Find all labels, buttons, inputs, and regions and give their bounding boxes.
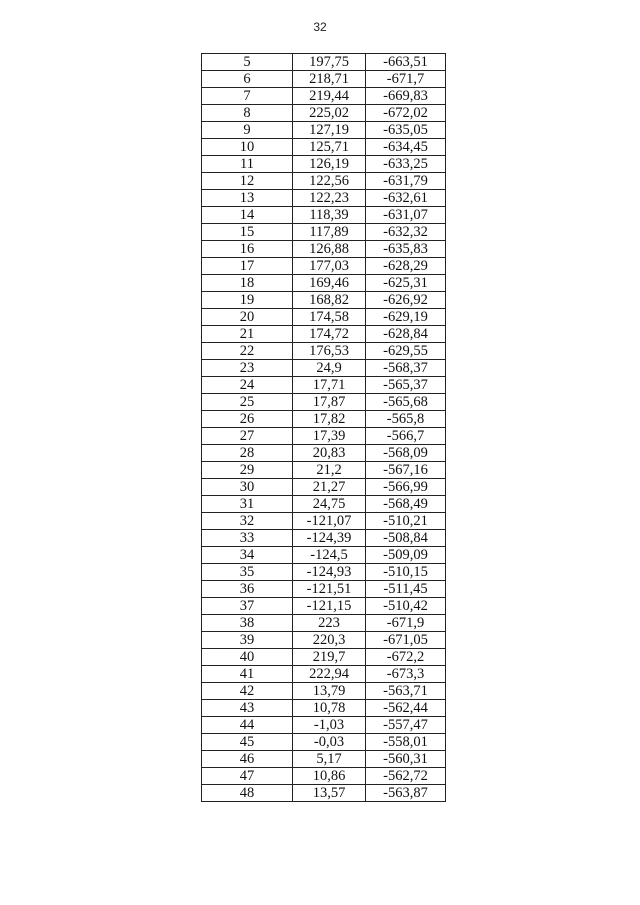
table-row	[202, 751, 446, 768]
y-value-cell: -671,7	[366, 71, 446, 88]
x-value-cell: 225,02	[293, 105, 366, 122]
table-row	[202, 190, 446, 207]
row-index-cell: 23	[202, 360, 293, 377]
x-value-cell: 174,58	[293, 309, 366, 326]
row-index-cell: 12	[202, 173, 293, 190]
row-index-cell: 38	[202, 615, 293, 632]
x-value-cell: 13,57	[293, 785, 366, 802]
table-row	[202, 105, 446, 122]
x-value-cell: 125,71	[293, 139, 366, 156]
x-value-cell: 17,82	[293, 411, 366, 428]
x-value-cell: 21,27	[293, 479, 366, 496]
x-value-cell: -1,03	[293, 717, 366, 734]
y-value-cell: -510,42	[366, 598, 446, 615]
y-value-cell: -635,05	[366, 122, 446, 139]
table-row	[202, 785, 446, 802]
x-value-cell: -121,15	[293, 598, 366, 615]
table-row	[202, 496, 446, 513]
table-row	[202, 632, 446, 649]
y-value-cell: -563,71	[366, 683, 446, 700]
row-index-cell: 22	[202, 343, 293, 360]
table-row	[202, 139, 446, 156]
y-value-cell: -626,92	[366, 292, 446, 309]
row-index-cell: 10	[202, 139, 293, 156]
x-value-cell: -121,51	[293, 581, 366, 598]
y-value-cell: -566,7	[366, 428, 446, 445]
table-row	[202, 156, 446, 173]
table-row	[202, 241, 446, 258]
y-value-cell: -628,84	[366, 326, 446, 343]
x-value-cell: 174,72	[293, 326, 366, 343]
table-row	[202, 326, 446, 343]
y-value-cell: -567,16	[366, 462, 446, 479]
x-value-cell: 220,3	[293, 632, 366, 649]
row-index-cell: 7	[202, 88, 293, 105]
table-row	[202, 615, 446, 632]
y-value-cell: -632,61	[366, 190, 446, 207]
y-value-cell: -562,44	[366, 700, 446, 717]
y-value-cell: -510,15	[366, 564, 446, 581]
table-row	[202, 547, 446, 564]
y-value-cell: -629,19	[366, 309, 446, 326]
x-value-cell: 122,23	[293, 190, 366, 207]
y-value-cell: -632,32	[366, 224, 446, 241]
y-value-cell: -565,8	[366, 411, 446, 428]
row-index-cell: 36	[202, 581, 293, 598]
y-value-cell: -568,09	[366, 445, 446, 462]
row-index-cell: 20	[202, 309, 293, 326]
row-index-cell: 48	[202, 785, 293, 802]
row-index-cell: 26	[202, 411, 293, 428]
x-value-cell: -124,39	[293, 530, 366, 547]
row-index-cell: 18	[202, 275, 293, 292]
y-value-cell: -631,79	[366, 173, 446, 190]
row-index-cell: 11	[202, 156, 293, 173]
y-value-cell: -511,45	[366, 581, 446, 598]
x-value-cell: -124,93	[293, 564, 366, 581]
table-row	[202, 462, 446, 479]
page-number: 32	[313, 20, 327, 34]
table-row	[202, 445, 446, 462]
y-value-cell: -635,83	[366, 241, 446, 258]
x-value-cell: 197,75	[293, 54, 366, 71]
row-index-cell: 17	[202, 258, 293, 275]
row-index-cell: 33	[202, 530, 293, 547]
x-value-cell: 126,88	[293, 241, 366, 258]
row-index-cell: 6	[202, 71, 293, 88]
y-value-cell: -565,68	[366, 394, 446, 411]
y-value-cell: -508,84	[366, 530, 446, 547]
y-value-cell: -625,31	[366, 275, 446, 292]
x-value-cell: 24,75	[293, 496, 366, 513]
row-index-cell: 25	[202, 394, 293, 411]
table-row	[202, 122, 446, 139]
table-row	[202, 479, 446, 496]
row-index-cell: 41	[202, 666, 293, 683]
table-row	[202, 360, 446, 377]
table-row	[202, 530, 446, 547]
x-value-cell: 118,39	[293, 207, 366, 224]
table-row	[202, 207, 446, 224]
row-index-cell: 43	[202, 700, 293, 717]
row-index-cell: 39	[202, 632, 293, 649]
y-value-cell: -629,55	[366, 343, 446, 360]
row-index-cell: 19	[202, 292, 293, 309]
table-row	[202, 173, 446, 190]
x-value-cell: 13,79	[293, 683, 366, 700]
table-row	[202, 564, 446, 581]
table-row	[202, 717, 446, 734]
y-value-cell: -628,29	[366, 258, 446, 275]
y-value-cell: -634,45	[366, 139, 446, 156]
table-row	[202, 581, 446, 598]
x-value-cell: 21,2	[293, 462, 366, 479]
x-value-cell: 222,94	[293, 666, 366, 683]
y-value-cell: -673,3	[366, 666, 446, 683]
table-row	[202, 598, 446, 615]
table-row	[202, 275, 446, 292]
table-row	[202, 71, 446, 88]
row-index-cell: 45	[202, 734, 293, 751]
table-row	[202, 224, 446, 241]
x-value-cell: 169,46	[293, 275, 366, 292]
row-index-cell: 29	[202, 462, 293, 479]
table-row	[202, 54, 446, 71]
table-row	[202, 309, 446, 326]
row-index-cell: 5	[202, 54, 293, 71]
y-value-cell: -672,02	[366, 105, 446, 122]
y-value-cell: -560,31	[366, 751, 446, 768]
y-value-cell: -633,25	[366, 156, 446, 173]
row-index-cell: 44	[202, 717, 293, 734]
row-index-cell: 32	[202, 513, 293, 530]
table-row	[202, 377, 446, 394]
x-value-cell: -0,03	[293, 734, 366, 751]
row-index-cell: 13	[202, 190, 293, 207]
x-value-cell: 219,7	[293, 649, 366, 666]
y-value-cell: -558,01	[366, 734, 446, 751]
x-value-cell: 176,53	[293, 343, 366, 360]
y-value-cell: -563,87	[366, 785, 446, 802]
x-value-cell: 17,87	[293, 394, 366, 411]
x-value-cell: 10,86	[293, 768, 366, 785]
x-value-cell: 122,56	[293, 173, 366, 190]
x-value-cell: 223	[293, 615, 366, 632]
y-value-cell: -669,83	[366, 88, 446, 105]
row-index-cell: 37	[202, 598, 293, 615]
table-row	[202, 513, 446, 530]
x-value-cell: 17,39	[293, 428, 366, 445]
x-value-cell: 218,71	[293, 71, 366, 88]
row-index-cell: 47	[202, 768, 293, 785]
x-value-cell: 126,19	[293, 156, 366, 173]
x-value-cell: -121,07	[293, 513, 366, 530]
x-value-cell: 20,83	[293, 445, 366, 462]
y-value-cell: -510,21	[366, 513, 446, 530]
x-value-cell: 117,89	[293, 224, 366, 241]
y-value-cell: -672,2	[366, 649, 446, 666]
row-index-cell: 46	[202, 751, 293, 768]
table-row	[202, 292, 446, 309]
x-value-cell: 5,17	[293, 751, 366, 768]
table-row	[202, 411, 446, 428]
table-row	[202, 88, 446, 105]
table-row	[202, 700, 446, 717]
row-index-cell: 30	[202, 479, 293, 496]
row-index-cell: 35	[202, 564, 293, 581]
table-row	[202, 649, 446, 666]
table-row	[202, 666, 446, 683]
row-index-cell: 21	[202, 326, 293, 343]
y-value-cell: -566,99	[366, 479, 446, 496]
x-value-cell: 168,82	[293, 292, 366, 309]
row-index-cell: 42	[202, 683, 293, 700]
table-row	[202, 394, 446, 411]
y-value-cell: -565,37	[366, 377, 446, 394]
y-value-cell: -671,9	[366, 615, 446, 632]
table-row	[202, 258, 446, 275]
y-value-cell: -562,72	[366, 768, 446, 785]
row-index-cell: 24	[202, 377, 293, 394]
x-value-cell: 17,71	[293, 377, 366, 394]
table-row	[202, 734, 446, 751]
table-row	[202, 343, 446, 360]
y-value-cell: -671,05	[366, 632, 446, 649]
row-index-cell: 14	[202, 207, 293, 224]
table-body	[202, 54, 446, 802]
x-value-cell: 219,44	[293, 88, 366, 105]
row-index-cell: 27	[202, 428, 293, 445]
row-index-cell: 8	[202, 105, 293, 122]
y-value-cell: -631,07	[366, 207, 446, 224]
x-value-cell: 177,03	[293, 258, 366, 275]
x-value-cell: -124,5	[293, 547, 366, 564]
y-value-cell: -568,37	[366, 360, 446, 377]
row-index-cell: 28	[202, 445, 293, 462]
row-index-cell: 15	[202, 224, 293, 241]
y-value-cell: -568,49	[366, 496, 446, 513]
table-row	[202, 768, 446, 785]
row-index-cell: 31	[202, 496, 293, 513]
x-value-cell: 24,9	[293, 360, 366, 377]
y-value-cell: -509,09	[366, 547, 446, 564]
row-index-cell: 16	[202, 241, 293, 258]
row-index-cell: 34	[202, 547, 293, 564]
x-value-cell: 127,19	[293, 122, 366, 139]
row-index-cell: 40	[202, 649, 293, 666]
x-value-cell: 10,78	[293, 700, 366, 717]
y-value-cell: -663,51	[366, 54, 446, 71]
row-index-cell: 9	[202, 122, 293, 139]
table-row	[202, 683, 446, 700]
table-row	[202, 428, 446, 445]
data-table	[201, 53, 446, 802]
y-value-cell: -557,47	[366, 717, 446, 734]
